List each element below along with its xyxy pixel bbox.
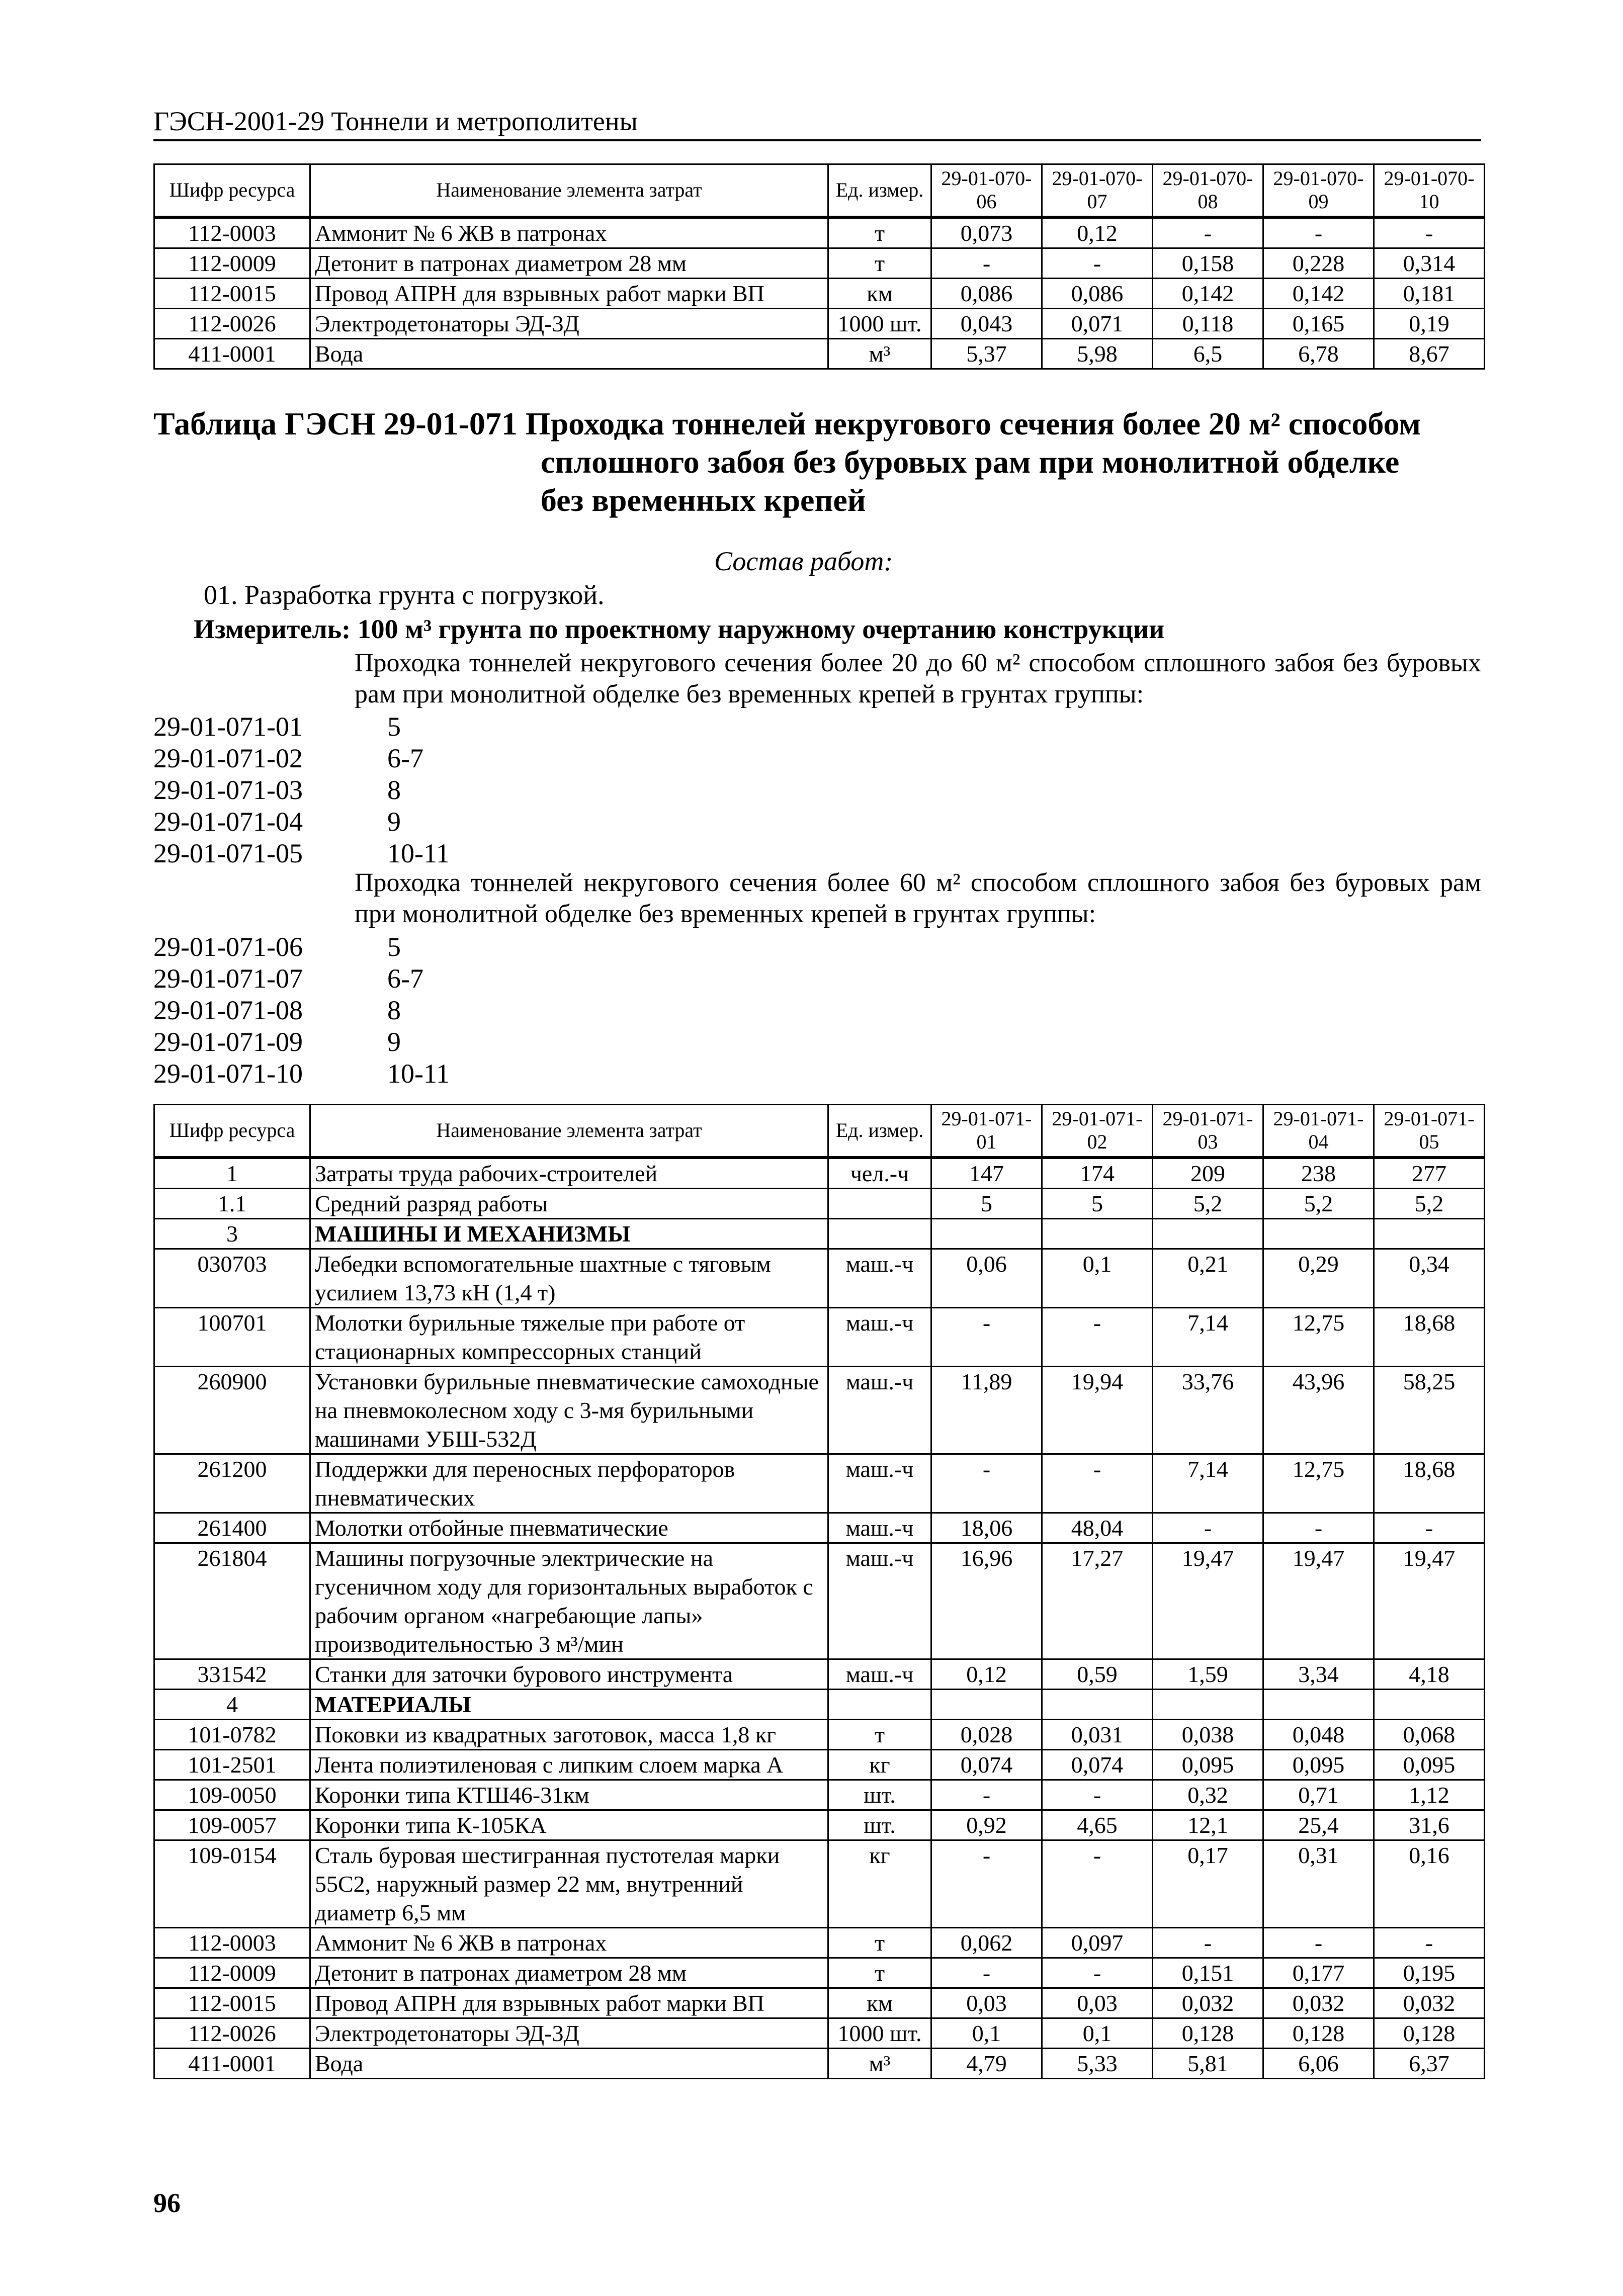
- resource-name: Электродетонаторы ЭД-3Д: [310, 308, 828, 338]
- resource-code: 411-0001: [154, 338, 310, 369]
- resource-code: 112-0015: [154, 1988, 310, 2018]
- value-cell: -: [931, 1780, 1042, 1810]
- table-row: [154, 1689, 1485, 1719]
- table-row: [154, 1780, 1485, 1810]
- value-cell: 5,98: [1042, 338, 1153, 369]
- work-code: 29-01-071-04: [153, 807, 303, 837]
- resource-name: Лебедки вспомогательные шахтные с тяговым усилием 13,73 кН (1,4 т): [310, 1249, 828, 1307]
- value-cell: 0,1: [1042, 2018, 1153, 2048]
- soil-group: 5: [387, 712, 401, 742]
- resource-code: 112-0003: [154, 217, 310, 248]
- value-cell: 7,14: [1153, 1454, 1263, 1513]
- value-cell: 0,086: [931, 278, 1042, 308]
- value-cell: 0,12: [931, 1659, 1042, 1689]
- value-cell: 0,1: [1042, 1249, 1153, 1307]
- unit: чел.-ч: [828, 1158, 931, 1189]
- resource-code: 109-0057: [154, 1810, 310, 1840]
- resource-name: Установки бурильные пневматические самоходные на пневмоколесном ходу с 3-мя бурильными машинами УБШ-532Д: [310, 1366, 828, 1454]
- work-code: 29-01-071-09: [153, 1027, 303, 1057]
- table-row: [154, 1810, 1485, 1840]
- value-cell: 0,17: [1153, 1840, 1263, 1927]
- value-cell: 4,65: [1042, 1810, 1153, 1840]
- value-cell: -: [1042, 1840, 1153, 1927]
- code-row: [153, 1026, 450, 1058]
- value-cell: 0,165: [1263, 308, 1374, 338]
- unit: маш.-ч: [828, 1366, 931, 1454]
- value-cell: 5,2: [1374, 1188, 1485, 1218]
- value-cell: 0,06: [931, 1249, 1042, 1307]
- resource-name: Вода: [310, 338, 828, 369]
- unit: кг: [828, 1749, 931, 1780]
- section-heading: МАШИНЫ И МЕХАНИЗМЫ: [310, 1218, 828, 1249]
- table-title-line-1: Таблица ГЭСН 29-01-071 Проходка тоннелей некругового сечения более 20 м² способом: [153, 406, 1421, 441]
- unit: т: [828, 248, 931, 278]
- code-row: [153, 995, 450, 1026]
- header-col-2: 29-01-071-02: [1042, 1105, 1153, 1158]
- header-unit: Ед. измер.: [828, 164, 931, 217]
- resource-code: 261804: [154, 1543, 310, 1659]
- value-cell: 6,06: [1263, 2048, 1374, 2078]
- soil-group: 6-7: [387, 963, 423, 994]
- value-cell: 0,095: [1263, 1749, 1374, 1780]
- value-cell: 0,03: [931, 1988, 1042, 2018]
- value-cell: 11,89: [931, 1366, 1042, 1454]
- unit: т: [828, 217, 931, 248]
- value-cell: 6,5: [1153, 338, 1263, 369]
- value-cell: 19,47: [1263, 1543, 1374, 1659]
- resource-name: Электродетонаторы ЭД-3Д: [310, 2018, 828, 2048]
- value-cell: 174: [1042, 1158, 1153, 1189]
- value-cell: 0,062: [931, 1927, 1042, 1958]
- table-row: [154, 1543, 1485, 1659]
- table-row: [154, 2048, 1485, 2078]
- value-cell: 0,118: [1153, 308, 1263, 338]
- value-cell: 0,097: [1042, 1927, 1153, 1958]
- value-cell: -: [1042, 1958, 1153, 1988]
- value-cell: -: [1153, 217, 1263, 248]
- table-row: [154, 1454, 1485, 1513]
- value-cell: 0,048: [1263, 1719, 1374, 1749]
- table-row: [154, 1840, 1485, 1927]
- header-col-4: 29-01-070-09: [1263, 164, 1374, 217]
- resource-code: 101-0782: [154, 1719, 310, 1749]
- code-row: [153, 838, 450, 869]
- table-row: [154, 338, 1485, 369]
- resource-name: Коронки типа КТШ46-31км: [310, 1780, 828, 1810]
- resource-name: Лента полиэтиленовая с липким слоем марка А: [310, 1749, 828, 1780]
- value-cell: 0,074: [931, 1749, 1042, 1780]
- table-row: [154, 217, 1485, 248]
- value-cell: 19,94: [1042, 1366, 1153, 1454]
- table-header-row: [154, 164, 1485, 217]
- group2-code-list: [153, 931, 450, 1090]
- resource-name: Детонит в патронах диаметром 28 мм: [310, 1958, 828, 1988]
- value-cell: 19,47: [1374, 1543, 1485, 1659]
- value-cell: 0,314: [1374, 248, 1485, 278]
- composition-item: 01. Разработка грунта с погрузкой.: [204, 580, 605, 610]
- value-cell: 0,71: [1263, 1780, 1374, 1810]
- resource-name: Затраты труда рабочих-строителей: [310, 1158, 828, 1189]
- work-code: 29-01-071-03: [153, 775, 303, 805]
- value-cell: -: [931, 1307, 1042, 1366]
- value-cell: 4,18: [1374, 1659, 1485, 1689]
- resource-code: 109-0050: [154, 1780, 310, 1810]
- value-cell: 43,96: [1263, 1366, 1374, 1454]
- unit: м³: [828, 338, 931, 369]
- unit: 1000 шт.: [828, 308, 931, 338]
- resource-code: 112-0015: [154, 278, 310, 308]
- value-cell: 16,96: [931, 1543, 1042, 1659]
- value-cell: 0,31: [1263, 1840, 1374, 1927]
- unit: т: [828, 1927, 931, 1958]
- value-cell: 0,158: [1153, 248, 1263, 278]
- value-cell: -: [1042, 248, 1153, 278]
- unit: [828, 1188, 931, 1218]
- section-heading: МАТЕРИАЛЫ: [310, 1689, 828, 1719]
- value-cell: 1,59: [1153, 1659, 1263, 1689]
- value-cell: 58,25: [1374, 1366, 1485, 1454]
- unit: шт.: [828, 1810, 931, 1840]
- table-row: [154, 1513, 1485, 1543]
- unit: [828, 1218, 931, 1249]
- value-cell: 0,043: [931, 308, 1042, 338]
- value-cell: 0,128: [1374, 2018, 1485, 2048]
- table-row: [154, 1958, 1485, 1988]
- work-code: 29-01-071-08: [153, 995, 303, 1025]
- value-cell: 1,12: [1374, 1780, 1485, 1810]
- unit: кг: [828, 1840, 931, 1927]
- table-title-line-3: без временных крепей: [541, 482, 866, 518]
- code-row: [153, 743, 450, 774]
- value-cell: -: [1374, 217, 1485, 248]
- unit: т: [828, 1719, 931, 1749]
- value-cell: 31,6: [1374, 1810, 1485, 1840]
- value-cell: 0,031: [1042, 1719, 1153, 1749]
- value-cell: 0,32: [1153, 1780, 1263, 1810]
- resource-name: Молотки бурильные тяжелые при работе от стационарных компрессорных станций: [310, 1307, 828, 1366]
- table-title: [153, 405, 1491, 519]
- value-cell: 12,75: [1263, 1307, 1374, 1366]
- value-cell: 18,68: [1374, 1454, 1485, 1513]
- running-head: ГЭСН-2001-29 Тоннели и метрополитены: [153, 106, 638, 136]
- resource-table-main: [153, 1104, 1485, 2079]
- value-cell: [931, 1218, 1042, 1249]
- header-col-5: 29-01-070-10: [1374, 164, 1485, 217]
- resource-name: Детонит в патронах диаметром 28 мм: [310, 248, 828, 278]
- value-cell: 0,19: [1374, 308, 1485, 338]
- value-cell: 0,92: [931, 1810, 1042, 1840]
- resource-name: Поддержки для переносных перфораторов пневматических: [310, 1454, 828, 1513]
- header-code: Шифр ресурса: [154, 164, 310, 217]
- group1-code-list: [153, 711, 450, 869]
- unit: маш.-ч: [828, 1543, 931, 1659]
- header-col-2: 29-01-070-07: [1042, 164, 1153, 217]
- value-cell: 0,195: [1374, 1958, 1485, 1988]
- value-cell: 5,2: [1263, 1188, 1374, 1218]
- resource-code: 411-0001: [154, 2048, 310, 2078]
- table-row: [154, 1249, 1485, 1307]
- header-col-1: 29-01-071-01: [931, 1105, 1042, 1158]
- resource-code: 109-0154: [154, 1840, 310, 1927]
- value-cell: 0,028: [931, 1719, 1042, 1749]
- soil-group: 6-7: [387, 743, 423, 773]
- value-cell: -: [1263, 1513, 1374, 1543]
- value-cell: 0,095: [1153, 1749, 1263, 1780]
- value-cell: [1153, 1218, 1263, 1249]
- value-cell: 277: [1374, 1158, 1485, 1189]
- resource-table-top: [153, 163, 1485, 370]
- code-row: [153, 774, 450, 806]
- value-cell: 0,032: [1153, 1988, 1263, 2018]
- value-cell: 209: [1153, 1158, 1263, 1189]
- table-row: [154, 1927, 1485, 1958]
- table-row: [154, 1188, 1485, 1218]
- value-cell: 6,78: [1263, 338, 1374, 369]
- value-cell: -: [1374, 1513, 1485, 1543]
- value-cell: -: [931, 248, 1042, 278]
- value-cell: 0,1: [931, 2018, 1042, 2048]
- value-cell: 12,1: [1153, 1810, 1263, 1840]
- code-row: [153, 711, 450, 743]
- resource-code: 1: [154, 1158, 310, 1189]
- value-cell: 0,59: [1042, 1659, 1153, 1689]
- unit: т: [828, 1958, 931, 1988]
- resource-code: 112-0026: [154, 308, 310, 338]
- value-cell: 0,073: [931, 217, 1042, 248]
- value-cell: 147: [931, 1158, 1042, 1189]
- soil-group: 8: [387, 995, 401, 1025]
- value-cell: 0,177: [1263, 1958, 1374, 1988]
- value-cell: [1153, 1689, 1263, 1719]
- composition-title: Состав работ:: [714, 546, 893, 576]
- header-unit: Ед. измер.: [828, 1105, 931, 1158]
- soil-group: 9: [387, 807, 401, 837]
- value-cell: 5,81: [1153, 2048, 1263, 2078]
- resource-code: 331542: [154, 1659, 310, 1689]
- value-cell: 0,228: [1263, 248, 1374, 278]
- unit: маш.-ч: [828, 1454, 931, 1513]
- resource-code: 1.1: [154, 1188, 310, 1218]
- resource-code: 112-0009: [154, 248, 310, 278]
- value-cell: [1374, 1689, 1485, 1719]
- resource-code: 101-2501: [154, 1749, 310, 1780]
- unit: 1000 шт.: [828, 2018, 931, 2048]
- table-row: [154, 2018, 1485, 2048]
- value-cell: 33,76: [1153, 1366, 1263, 1454]
- group2-description: Проходка тоннелей некругового сечения более 60 м² способом сплошного забоя без буровых рам при монолитной обделке без временных крепей в грунтах группы:: [355, 868, 1481, 928]
- header-name: Наименование элемента затрат: [310, 1105, 828, 1158]
- soil-group: 10-11: [387, 1058, 450, 1089]
- table-row: [154, 308, 1485, 338]
- value-cell: 12,75: [1263, 1454, 1374, 1513]
- value-cell: 0,03: [1042, 1988, 1153, 2018]
- value-cell: 0,21: [1153, 1249, 1263, 1307]
- value-cell: 238: [1263, 1158, 1374, 1189]
- value-cell: -: [1042, 1454, 1153, 1513]
- table-title-line-2: сплошного забоя без буровых рам при монолитной обделке: [541, 444, 1400, 480]
- value-cell: -: [931, 1454, 1042, 1513]
- work-code: 29-01-071-07: [153, 963, 303, 994]
- value-cell: 18,68: [1374, 1307, 1485, 1366]
- table-row: [154, 278, 1485, 308]
- header-code: Шифр ресурса: [154, 1105, 310, 1158]
- resource-name: Молотки отбойные пневматические: [310, 1513, 828, 1543]
- value-cell: 5,33: [1042, 2048, 1153, 2078]
- table-row: [154, 1988, 1485, 2018]
- value-cell: 0,181: [1374, 278, 1485, 308]
- unit: маш.-ч: [828, 1513, 931, 1543]
- header-col-5: 29-01-071-05: [1374, 1105, 1485, 1158]
- resource-name: Коронки типа К-105КА: [310, 1810, 828, 1840]
- value-cell: [1263, 1689, 1374, 1719]
- resource-code: 4: [154, 1689, 310, 1719]
- table-row: [154, 1366, 1485, 1454]
- value-cell: 0,16: [1374, 1840, 1485, 1927]
- value-cell: 0,151: [1153, 1958, 1263, 1988]
- unit: км: [828, 278, 931, 308]
- value-cell: 3,34: [1263, 1659, 1374, 1689]
- value-cell: 0,068: [1374, 1719, 1485, 1749]
- value-cell: 0,071: [1042, 308, 1153, 338]
- work-code: 29-01-071-02: [153, 743, 303, 773]
- resource-code: 3: [154, 1218, 310, 1249]
- resource-name: Провод АПРН для взрывных работ марки ВП: [310, 1988, 828, 2018]
- resource-name: Станки для заточки бурового инструмента: [310, 1659, 828, 1689]
- soil-group: 9: [387, 1027, 401, 1057]
- value-cell: 0,038: [1153, 1719, 1263, 1749]
- work-code: 29-01-071-06: [153, 932, 303, 962]
- unit: маш.-ч: [828, 1249, 931, 1307]
- resource-code: 261400: [154, 1513, 310, 1543]
- value-cell: -: [1153, 1513, 1263, 1543]
- unit: [828, 1689, 931, 1719]
- table-row: [154, 1218, 1485, 1249]
- value-cell: 4,79: [931, 2048, 1042, 2078]
- unit: км: [828, 1988, 931, 2018]
- work-code: 29-01-071-01: [153, 712, 303, 742]
- resource-name: Аммонит № 6 ЖВ в патронах: [310, 1927, 828, 1958]
- value-cell: 0,12: [1042, 217, 1153, 248]
- value-cell: 17,27: [1042, 1543, 1153, 1659]
- header-rule: [153, 139, 1481, 141]
- value-cell: -: [1263, 217, 1374, 248]
- value-cell: 0,095: [1374, 1749, 1485, 1780]
- soil-group: 10-11: [387, 838, 450, 868]
- value-cell: 0,074: [1042, 1749, 1153, 1780]
- table-header-row: [154, 1105, 1485, 1158]
- resource-code: 030703: [154, 1249, 310, 1307]
- value-cell: 18,06: [931, 1513, 1042, 1543]
- value-cell: [1374, 1218, 1485, 1249]
- value-cell: 0,29: [1263, 1249, 1374, 1307]
- value-cell: [1263, 1218, 1374, 1249]
- value-cell: 0,128: [1153, 2018, 1263, 2048]
- value-cell: -: [1374, 1927, 1485, 1958]
- value-cell: 5: [931, 1188, 1042, 1218]
- header-col-4: 29-01-071-04: [1263, 1105, 1374, 1158]
- value-cell: 5: [1042, 1188, 1153, 1218]
- value-cell: 6,37: [1374, 2048, 1485, 2078]
- resource-name: Поковки из квадратных заготовок, масса 1,8 кг: [310, 1719, 828, 1749]
- value-cell: 0,142: [1263, 278, 1374, 308]
- page-number: 96: [153, 2188, 181, 2218]
- work-code: 29-01-071-05: [153, 838, 303, 868]
- value-cell: -: [931, 1958, 1042, 1988]
- table-row: [154, 1158, 1485, 1189]
- code-row: [153, 963, 450, 995]
- value-cell: 7,14: [1153, 1307, 1263, 1366]
- value-cell: 19,47: [1153, 1543, 1263, 1659]
- unit: маш.-ч: [828, 1307, 931, 1366]
- resource-code: 261200: [154, 1454, 310, 1513]
- header-col-3: 29-01-070-08: [1153, 164, 1263, 217]
- table-row: [154, 1659, 1485, 1689]
- code-row: [153, 806, 450, 838]
- value-cell: -: [931, 1840, 1042, 1927]
- value-cell: 25,4: [1263, 1810, 1374, 1840]
- value-cell: 5,2: [1153, 1188, 1263, 1218]
- table-row: [154, 1749, 1485, 1780]
- value-cell: 0,128: [1263, 2018, 1374, 2048]
- resource-name: Средний разряд работы: [310, 1188, 828, 1218]
- work-code: 29-01-071-10: [153, 1058, 303, 1089]
- group1-description: Проходка тоннелей некругового сечения более 20 до 60 м² способом сплошного забоя без буровых рам при монолитной обделке без временных крепей в грунтах группы:: [355, 649, 1481, 709]
- resource-name: Машины погрузочные электрические на гусеничном ходу для горизонтальных выработок с рабочим органом «нагребающие лапы» производительностью 3 м³/мин: [310, 1543, 828, 1659]
- value-cell: [1042, 1218, 1153, 1249]
- value-cell: 0,086: [1042, 278, 1153, 308]
- resource-name: Аммонит № 6 ЖВ в патронах: [310, 217, 828, 248]
- value-cell: -: [1042, 1307, 1153, 1366]
- value-cell: [931, 1689, 1042, 1719]
- value-cell: -: [1153, 1927, 1263, 1958]
- resource-code: 260900: [154, 1366, 310, 1454]
- header-name: Наименование элемента затрат: [310, 164, 828, 217]
- header-col-3: 29-01-071-03: [1153, 1105, 1263, 1158]
- unit: шт.: [828, 1780, 931, 1810]
- code-row: [153, 931, 450, 963]
- value-cell: [1042, 1689, 1153, 1719]
- table-row: [154, 248, 1485, 278]
- header-col-1: 29-01-070-06: [931, 164, 1042, 217]
- soil-group: 5: [387, 932, 401, 962]
- value-cell: 0,142: [1153, 278, 1263, 308]
- code-row: [153, 1058, 450, 1090]
- value-cell: 0,34: [1374, 1249, 1485, 1307]
- soil-group: 8: [387, 775, 401, 805]
- table-row: [154, 1307, 1485, 1366]
- value-cell: 48,04: [1042, 1513, 1153, 1543]
- resource-code: 100701: [154, 1307, 310, 1366]
- value-cell: -: [1042, 1780, 1153, 1810]
- resource-name: Провод АПРН для взрывных работ марки ВП: [310, 278, 828, 308]
- resource-name: Вода: [310, 2048, 828, 2078]
- resource-name: Сталь буровая шестигранная пустотелая марки 55С2, наружный размер 22 мм, внутренний диаметр 6,5 мм: [310, 1840, 828, 1927]
- value-cell: -: [1263, 1927, 1374, 1958]
- value-cell: 5,37: [931, 338, 1042, 369]
- resource-code: 112-0026: [154, 2018, 310, 2048]
- measurer: Измеритель: 100 м³ грунта по проектному наружному очертанию конструкции: [194, 614, 1165, 644]
- unit: м³: [828, 2048, 931, 2078]
- table-row: [154, 1719, 1485, 1749]
- value-cell: 0,032: [1263, 1988, 1374, 2018]
- resource-code: 112-0009: [154, 1958, 310, 1988]
- unit: маш.-ч: [828, 1659, 931, 1689]
- value-cell: 8,67: [1374, 338, 1485, 369]
- value-cell: 0,032: [1374, 1988, 1485, 2018]
- resource-code: 112-0003: [154, 1927, 310, 1958]
